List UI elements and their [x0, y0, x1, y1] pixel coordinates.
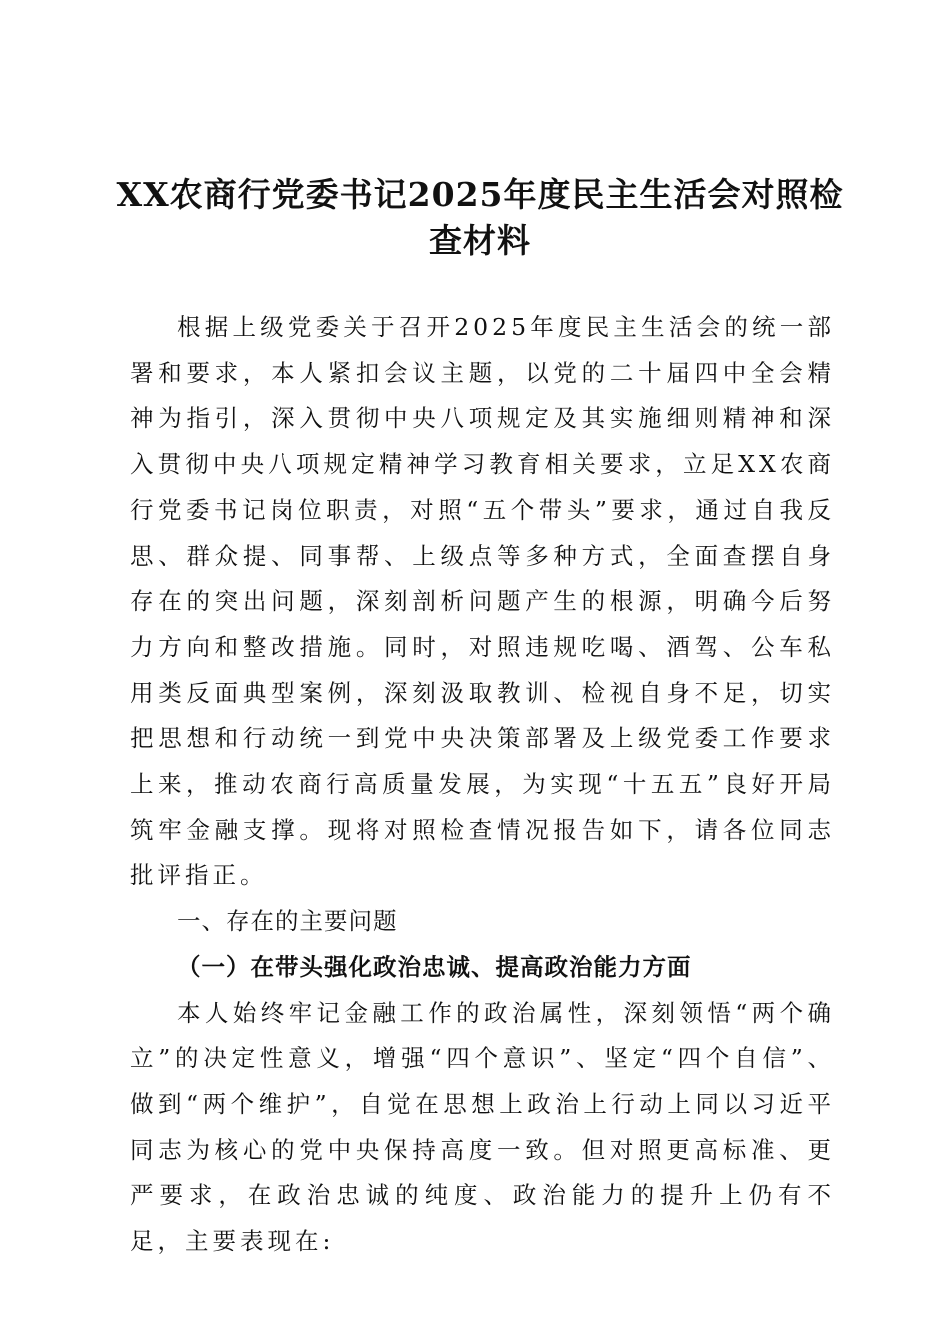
- section-heading-main-problems: 一、存在的主要问题: [177, 907, 398, 936]
- intro-paragraph: 根据上级党委关于召开2025年度民主生活会的统一部署和要求，本人紧扣会议主题，以党的二十届四中全会精神为指引，深入贯彻中央八项规定及其实施细则精神和深入贯彻中央八项规定精神学习教育相关要求，立足XX农商行党委书记岗位职责，对照“五个带头”要求，通过自我反思、群众提、同事帮、上级点等多种方式，全面查摆自身存在的突出问题，深刻剖析问题产生的根源，明确今后努力方向和整改措施。同时，对照违规吃喝、酒驾、公车私用类反面典型案例，深刻汲取教训、检视自身不足，切实把思想和行动统一到党中央决策部署及上级党委工作要求上来，推动农商行高质量发展，为实现“十五五”良好开局筑牢金融支撑。现将对照检查情况报告如下，请各位同志批评指正。: [130, 313, 835, 890]
- political-loyalty-paragraph: 本人始终牢记金融工作的政治属性，深刻领悟“两个确立”的决定性意义，增强“四个意识”、坚定“四个自信”、做到“两个维护”，自觉在思想上政治上行动上同以习近平同志为核心的党中央保持高度一致。但对照更高标准、更严要求，在政治忠诚的纯度、政治能力的提升上仍有不足，主要表现在:: [130, 998, 835, 1256]
- document-title: XX农商行党委书记2025年度民主生活会对照检查材料: [116, 175, 844, 260]
- document-body: [130, 305, 835, 1265]
- subsection-heading-political-loyalty: （一）在带头强化政治忠诚、提高政治能力方面: [177, 952, 692, 981]
